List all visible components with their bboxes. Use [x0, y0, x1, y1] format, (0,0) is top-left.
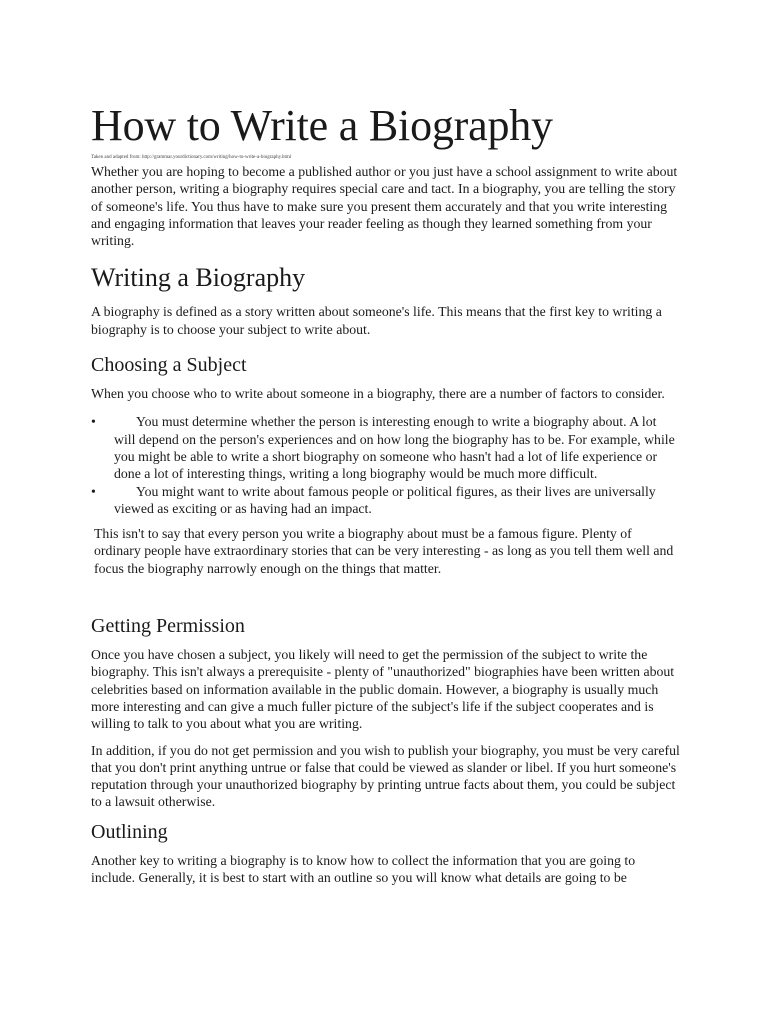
factors-list [91, 413, 681, 517]
outlining-paragraph: Another key to writing a biography is to know how to collect the information that you are going to include. Generally, it is best to start with an outline so you will know what details are going to be [91, 852, 636, 886]
list-item [91, 483, 681, 518]
bullet-icon: • [91, 483, 96, 499]
choosing-subject-intro: When you choose who to write about someone in a biography, there are a number of factors to consider. [91, 386, 665, 402]
subheading-choosing-a-subject: Choosing a Subject [91, 354, 247, 377]
writing-a-biography-paragraph: A biography is defined as a story written about someone's life. This means that the first key to writing a biography is to choose your subject to write about. [91, 304, 662, 337]
list-item [91, 413, 681, 482]
subheading-outlining: Outlining [91, 820, 168, 843]
list-item-text: You might want to write about famous people or political figures, as their lives are universally viewed as exciting or as having had an impact. [114, 483, 656, 516]
source-note: Taken and adapted from: http://grammar.yourdictionary.com/writing/how-to-write-a-biography.html [91, 155, 292, 160]
bullet-icon: • [91, 414, 96, 430]
intro-paragraph: Whether you are hoping to become a published author or you just have a school assignment to write about another person, writing a biography requires special care and tact. In a biography, you are telling the story of someone's life. You thus have to make sure you present them accurately and that you write interesting and engaging information that leaves your reader feeling as though they learned something from your writing. [91, 164, 678, 249]
list-item-text: You must determine whether the person is interesting enough to write a biography about. A lot will depend on the person's experiences and on how long the biography has to be. For example, while you might be able to write a short biography on someone who hasn't had a lot of life experience or done a lot of interesting things, writing a long biography would be much more difficult. [114, 414, 675, 482]
choosing-subject-closing: This isn't to say that every person you write a biography about must be a famous figure. Plenty of ordinary people have extraordinary stories that can be very interesting - as long as you tell them well and focus the biography narrowly enough on the things that matter. [94, 526, 674, 576]
document-title: How to Write a Biography [91, 101, 553, 150]
document-body [91, 163, 681, 886]
permission-paragraph-2: In addition, if you do not get permission and you wish to publish your biography, you must be very careful that you don't print anything untrue or false that could be viewed as slander or libel. If you hurt someone's reputation through your unauthorized biography by printing untrue facts about them, you could be subject to a lawsuit otherwise. [91, 742, 680, 810]
permission-paragraph-1: Once you have chosen a subject, you likely will need to get the permission of the subject to write the biography. This isn't always a prerequisite - plenty of "unauthorized" biographies have been written about celebrities based on information available in the public domain. However, a biography is usually much more interesting and can give a much fuller picture of the subject's life if the subject cooperates and is willing to talk to you about what you are writing. [91, 647, 675, 732]
subheading-getting-permission: Getting Permission [91, 615, 245, 638]
section-heading-writing-a-biography: Writing a Biography [91, 263, 306, 293]
